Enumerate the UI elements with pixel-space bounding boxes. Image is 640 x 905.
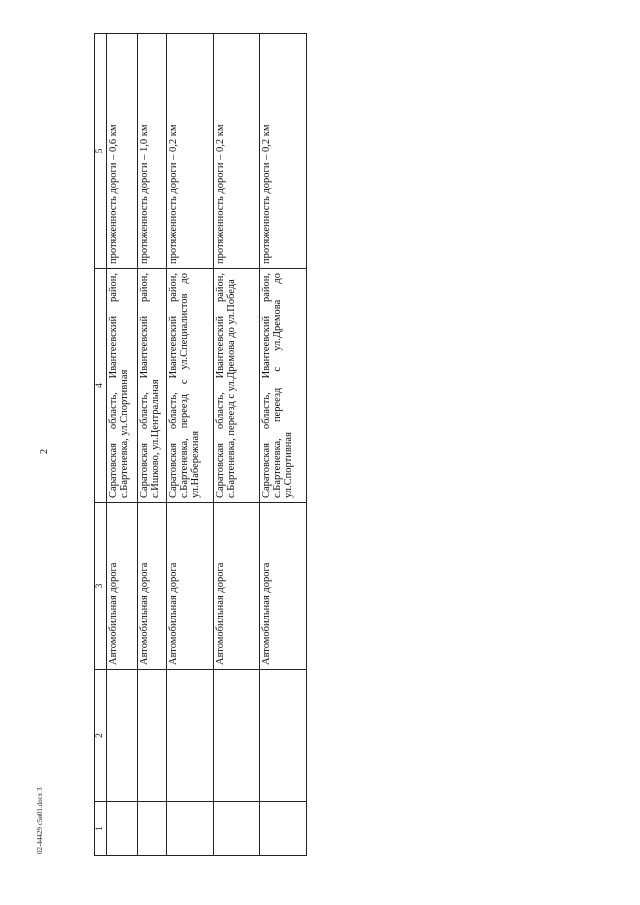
row-2-col-2 xyxy=(138,670,167,802)
rotated-table-frame xyxy=(94,34,307,856)
header-col-4: 4 xyxy=(95,269,107,503)
page-number: 2 xyxy=(39,449,50,454)
header-col-1: 1 xyxy=(95,802,107,856)
row-5-address: Саратовская область, Ивантеевский район, с.Бартеневка, переезд с ул.Дремова до ул.Спортивная xyxy=(260,269,307,503)
row-1-object-type: Автомобильная дорога xyxy=(107,503,138,670)
row-4-length: протяженность дороги – 0,2 км xyxy=(213,34,260,269)
row-1-col-1 xyxy=(107,802,138,856)
table-container xyxy=(94,34,307,856)
table-row xyxy=(138,34,167,856)
row-3-col-1 xyxy=(167,802,214,856)
row-1-col-2 xyxy=(107,670,138,802)
row-2-col-1 xyxy=(138,802,167,856)
table-header-row xyxy=(95,34,107,856)
row-3-length: протяженность дороги – 0,2 км xyxy=(167,34,214,269)
table-row xyxy=(107,34,138,856)
roads-table xyxy=(94,33,307,856)
row-4-address: Саратовская область, Ивантеевский район, с.Бартеневка, переезд с ул.Дремова до ул.Победа xyxy=(213,269,260,503)
header-col-2: 2 xyxy=(95,670,107,802)
row-4-object-type: Автомобильная дорога xyxy=(213,503,260,670)
header-col-5: 5 xyxy=(95,34,107,269)
row-3-address: Саратовская область, Ивантеевский район, с.Бартеневка, переезд с ул.Специалистов до ул.Набережная xyxy=(167,269,214,503)
row-5-col-1 xyxy=(260,802,307,856)
table-row xyxy=(213,34,260,856)
table-row xyxy=(167,34,214,856)
row-5-col-2 xyxy=(260,670,307,802)
row-4-col-1 xyxy=(213,802,260,856)
row-1-address: Саратовская область, Ивантеевский район, с.Бартеневка, ул.Спортивная xyxy=(107,269,138,503)
row-2-object-type: Автомобильная дорога xyxy=(138,503,167,670)
row-2-length: протяженность дороги – 1,0 км xyxy=(138,34,167,269)
row-1-length: протяженность дороги – 0,6 км xyxy=(107,34,138,269)
table-row xyxy=(260,34,307,856)
row-2-address: Саратовская область, Ивантеевский район, с.Ишково, ул.Центральная xyxy=(138,269,167,503)
header-col-3: 3 xyxy=(95,503,107,670)
row-3-object-type: Автомобильная дорога xyxy=(167,503,214,670)
row-4-col-2 xyxy=(213,670,260,802)
row-5-object-type: Автомобильная дорога xyxy=(260,503,307,670)
row-3-col-2 xyxy=(167,670,214,802)
document-footer: 02-44429 с5и01.docx 3 xyxy=(36,787,44,854)
row-5-length: протяженность дороги – 0,2 км xyxy=(260,34,307,269)
